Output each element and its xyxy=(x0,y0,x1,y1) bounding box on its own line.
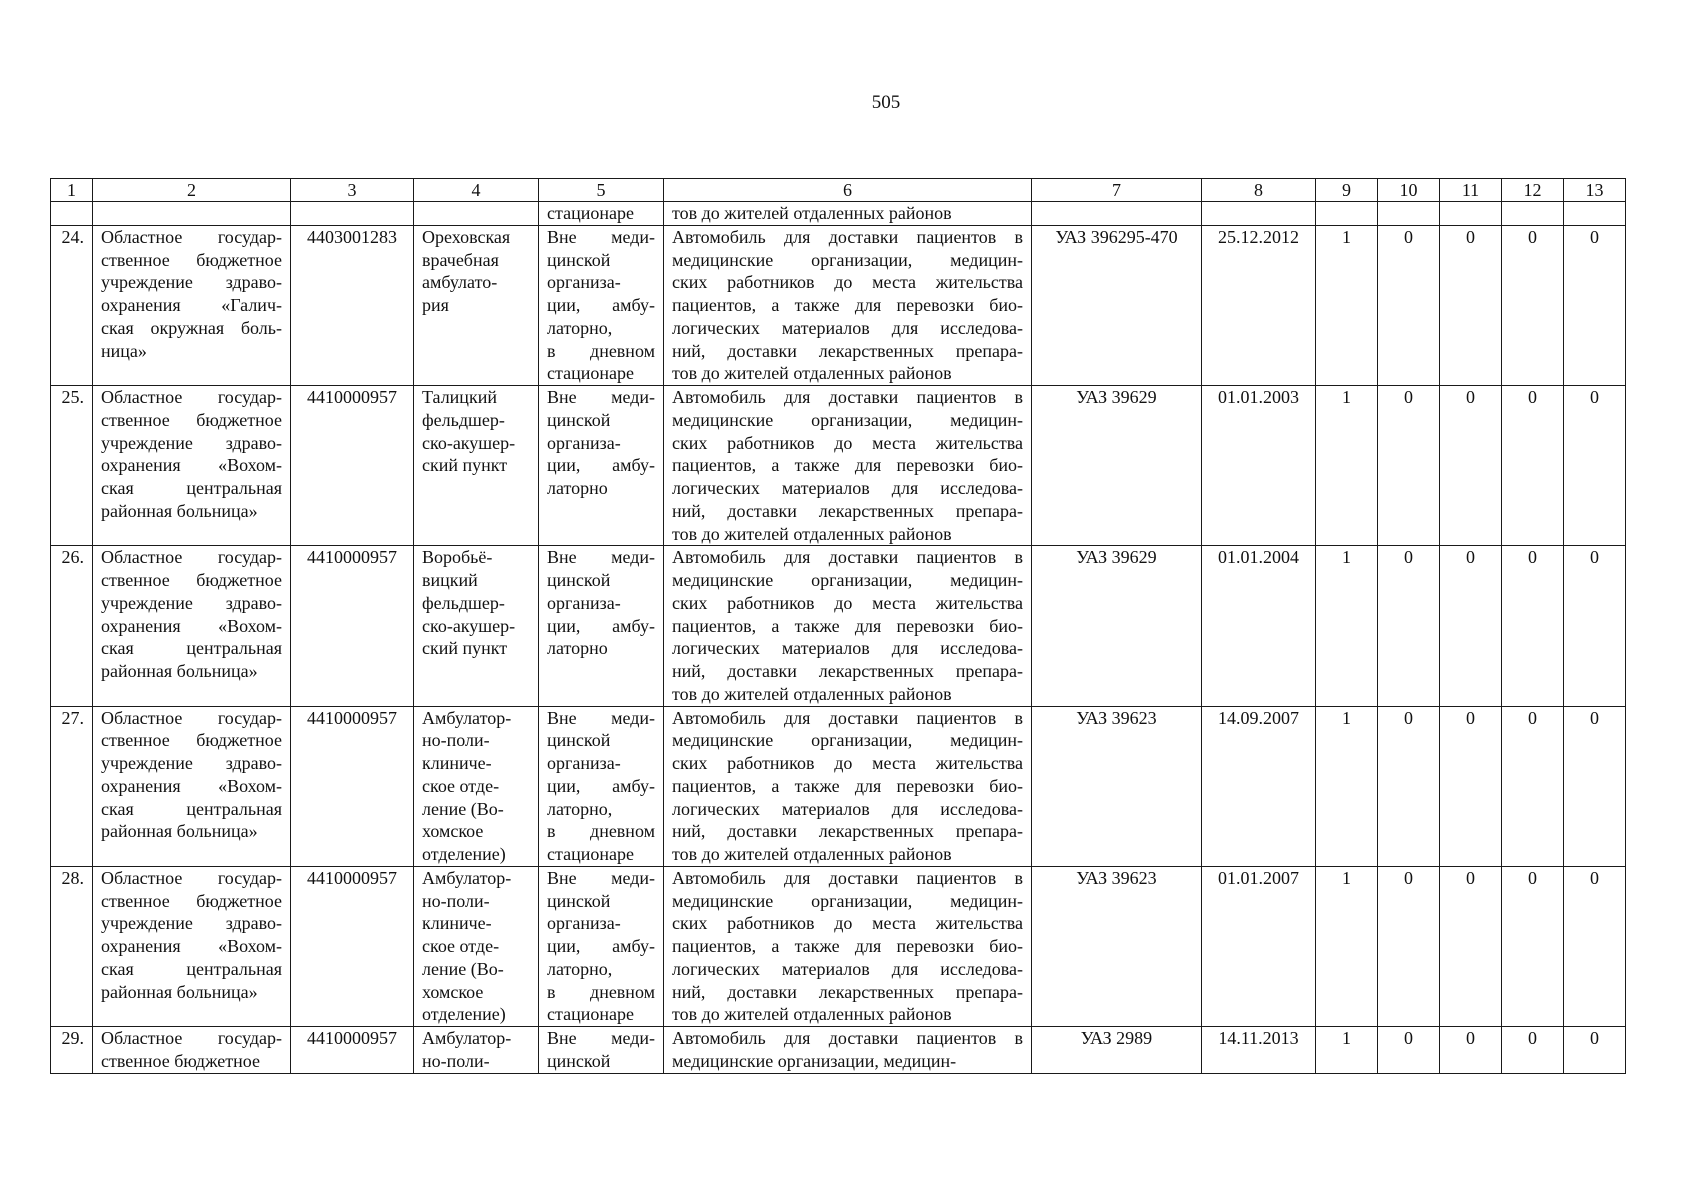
cell-line: пациентов, а также для перевозки био- xyxy=(672,615,1023,636)
vehicle-purpose xyxy=(664,546,1032,706)
cell-line: Автомобиль для доставки пациентов в xyxy=(672,1028,1023,1048)
table-row xyxy=(51,706,1626,866)
vehicle-model: УАЗ 39629 xyxy=(1032,386,1202,546)
header-cell: 8 xyxy=(1202,179,1316,202)
count-c9: 1 xyxy=(1316,386,1378,546)
cell-line: ний, доставки лекарственных препара- xyxy=(672,981,1023,1002)
vehicle-table xyxy=(50,178,1626,1074)
cell-line: рия xyxy=(422,295,449,315)
table-row xyxy=(51,866,1626,1026)
cell-line: ственное бюджетное xyxy=(101,730,282,751)
unit-name xyxy=(414,866,539,1026)
cell-line: отделение) xyxy=(422,844,506,864)
row-number: 28. xyxy=(51,866,93,1026)
cell-line: ление (Во- xyxy=(422,798,504,819)
header-cell: 5 xyxy=(539,179,664,202)
cell-line: тов до жителей отдаленных районов xyxy=(672,1004,952,1025)
count-c10: 0 xyxy=(1378,866,1440,1026)
cell-line: логических материалов для исследова- xyxy=(672,638,1023,659)
cell-line: медицинские организации, медицин- xyxy=(672,890,1023,911)
cell-line: Областное государ- xyxy=(101,1028,282,1048)
vehicle-model: УАЗ 396295-470 xyxy=(1032,225,1202,385)
cell-line: цинской xyxy=(547,890,611,911)
care-conditions xyxy=(539,706,664,866)
cell-line: хомское xyxy=(422,821,484,842)
cell-line: ская окружная боль- xyxy=(101,317,282,338)
cell-line: Автомобиль для доставки пациентов в xyxy=(672,226,1023,247)
cell-line: охранения «Вохом- xyxy=(101,936,282,956)
cell-line: хомское xyxy=(422,981,484,1002)
row-number: 26. xyxy=(51,546,93,706)
table-row xyxy=(51,1027,1626,1074)
cell-line: но-поли- xyxy=(422,1050,490,1071)
header-cell: 13 xyxy=(1564,179,1626,202)
inn-code: 4410000957 xyxy=(291,866,414,1026)
cell-line: учреждение здраво- xyxy=(101,592,282,613)
cell-line: охранения «Галич- xyxy=(101,295,282,315)
count-c9: 1 xyxy=(1316,866,1378,1026)
cell-line: Амбулатор- xyxy=(422,1028,512,1048)
vehicle-model: УАЗ 39623 xyxy=(1032,866,1202,1026)
cell-line: ственное бюджетное xyxy=(101,409,282,430)
cell-line: Областное государ- xyxy=(101,707,282,728)
unit-name xyxy=(414,225,539,385)
cell-line: тов до жителей отдаленных районов xyxy=(672,683,952,704)
cell-line: ских работников до места жительства xyxy=(672,753,1023,773)
cell-line: районная больница» xyxy=(101,981,258,1002)
care-conditions xyxy=(539,546,664,706)
cell-line: организа- xyxy=(547,753,621,773)
registration-date: 01.01.2003 xyxy=(1202,386,1316,546)
cell-line: ская центральная xyxy=(101,478,282,498)
registration-date: 14.09.2007 xyxy=(1202,706,1316,866)
cell-line: пациентов, а также для перевозки био- xyxy=(672,455,1023,476)
care-conditions xyxy=(539,1027,664,1074)
cell-line: организа- xyxy=(547,592,621,613)
cell-line: ственное бюджетное xyxy=(101,890,282,911)
cell-line: в дневном xyxy=(547,821,655,842)
cell-line: ских работников до места жительства xyxy=(672,272,1023,293)
count-c10: 0 xyxy=(1378,1027,1440,1074)
cell-line: ции, амбу- xyxy=(547,775,655,796)
row-number: 25. xyxy=(51,386,93,546)
cell-line: латорно xyxy=(547,638,608,659)
count-c12: 0 xyxy=(1502,386,1564,546)
cell-line: клиниче- xyxy=(422,753,492,773)
cell-line: Вне меди- xyxy=(547,547,655,568)
organization-name xyxy=(93,225,291,385)
cell-line: латорно xyxy=(547,478,608,498)
cell-line: ственное бюджетное xyxy=(101,249,282,270)
cell-line: организа- xyxy=(547,432,621,453)
cell-line: медицинские организации, медицин- xyxy=(672,570,1023,590)
inn-code: 4410000957 xyxy=(291,546,414,706)
header-cell: 9 xyxy=(1316,179,1378,202)
cell-line: Вне меди- xyxy=(547,707,655,728)
header-cell: 2 xyxy=(93,179,291,202)
cell-line: учреждение здраво- xyxy=(101,913,282,934)
cell-line: цинской xyxy=(547,570,611,590)
cell-line: районная больница» xyxy=(101,821,258,842)
count-c11: 0 xyxy=(1440,546,1502,706)
cell-line: Вне меди- xyxy=(547,387,655,407)
cell-line: Амбулатор- xyxy=(422,707,512,728)
count-c12: 0 xyxy=(1502,546,1564,706)
cell-line: Воробьё- xyxy=(422,547,493,568)
cell-line: Областное государ- xyxy=(101,226,282,247)
cell-line: латорно, xyxy=(547,958,613,979)
count-c12: 0 xyxy=(1502,706,1564,866)
cell-line: стационаре xyxy=(547,844,634,864)
header-row xyxy=(51,179,1626,202)
cell-line: тов до жителей отдаленных районов xyxy=(672,363,952,384)
cell-line: но-поли- xyxy=(422,890,490,911)
header-cell: 3 xyxy=(291,179,414,202)
cell-line: ских работников до места жительства xyxy=(672,432,1023,453)
registration-date: 14.11.2013 xyxy=(1202,1027,1316,1074)
count-c12: 0 xyxy=(1502,1027,1564,1074)
cell-line: цинской xyxy=(547,409,611,430)
cell-line: вицкий xyxy=(422,570,478,590)
unit-name xyxy=(414,706,539,866)
cell-line: ское отде- xyxy=(422,775,500,796)
cell-line: стационаре xyxy=(547,1004,634,1025)
cell-line: пациентов, а также для перевозки био- xyxy=(672,775,1023,796)
cell-line: ских работников до места жительства xyxy=(672,913,1023,934)
vehicle-model: УАЗ 2989 xyxy=(1032,1027,1202,1074)
cell-line: охранения «Вохом- xyxy=(101,615,282,636)
cell-line: медицинские организации, медицин- xyxy=(672,249,1023,270)
vehicle-model: УАЗ 39623 xyxy=(1032,706,1202,866)
cell-line: организа- xyxy=(547,913,621,934)
count-c9: 1 xyxy=(1316,706,1378,866)
row-number: 27. xyxy=(51,706,93,866)
cell-line: ний, доставки лекарственных препара- xyxy=(672,340,1023,361)
cell-line: Областное государ- xyxy=(101,867,282,888)
cell-line: цинской xyxy=(547,1050,611,1071)
cell-line: ских работников до места жительства xyxy=(672,592,1023,613)
cell-line: ско-акушер- xyxy=(422,432,516,453)
cell-line: Амбулатор- xyxy=(422,867,512,888)
cell-line: фельдшер- xyxy=(422,409,505,430)
count-c9: 1 xyxy=(1316,1027,1378,1074)
cell-line: тов до жителей отдаленных районов xyxy=(672,523,952,544)
count-c13: 0 xyxy=(1564,225,1626,385)
cell-line: учреждение здраво- xyxy=(101,753,282,773)
registration-date: 25.12.2012 xyxy=(1202,225,1316,385)
cell-line: но-поли- xyxy=(422,730,490,751)
care-conditions xyxy=(539,386,664,546)
cell-line: амбулато- xyxy=(422,272,498,293)
cell-line: Талицкий xyxy=(422,387,497,407)
cell-line: пациентов, а также для перевозки био- xyxy=(672,936,1023,956)
header-cell: 12 xyxy=(1502,179,1564,202)
cell-line: учреждение здраво- xyxy=(101,272,282,293)
cell-line: ская центральная xyxy=(101,798,282,819)
vehicle-purpose xyxy=(664,386,1032,546)
cell-line: цинской xyxy=(547,730,611,751)
table-row xyxy=(51,225,1626,385)
cell-line: ский пункт xyxy=(422,638,508,659)
cell-line: ница» xyxy=(101,340,147,361)
unit-name xyxy=(414,1027,539,1074)
cell-line: районная больница» xyxy=(101,500,258,521)
count-c11: 0 xyxy=(1440,1027,1502,1074)
organization-name xyxy=(93,706,291,866)
header-cell: 4 xyxy=(414,179,539,202)
count-c13: 0 xyxy=(1564,866,1626,1026)
cell-line: логических материалов для исследова- xyxy=(672,798,1023,819)
cell-line: в дневном xyxy=(547,340,655,361)
cell-line: фельдшер- xyxy=(422,592,505,613)
vehicle-purpose xyxy=(664,225,1032,385)
registration-date: 01.01.2004 xyxy=(1202,546,1316,706)
cell-line: Областное государ- xyxy=(101,547,282,568)
cell-line: ции, амбу- xyxy=(547,455,655,476)
count-c11: 0 xyxy=(1440,225,1502,385)
table-row xyxy=(51,386,1626,546)
cell-line: ское отде- xyxy=(422,936,500,956)
cell-line: ции, амбу- xyxy=(547,615,655,636)
cell-line: медицинские организации, медицин- xyxy=(672,409,1023,430)
cell-line: медицинские организации, медицин- xyxy=(672,730,1023,751)
cell-line: учреждение здраво- xyxy=(101,432,282,453)
organization-name xyxy=(93,386,291,546)
cell-line: организа- xyxy=(547,272,621,293)
unit-name xyxy=(414,546,539,706)
cell-line: ции, амбу- xyxy=(547,936,655,956)
header-cell: 10 xyxy=(1378,179,1440,202)
cell-line: логических материалов для исследова- xyxy=(672,478,1023,498)
count-c12: 0 xyxy=(1502,866,1564,1026)
count-c11: 0 xyxy=(1440,866,1502,1026)
cell-line: ний, доставки лекарственных препара- xyxy=(672,500,1023,521)
cell-line: латорно, xyxy=(547,317,613,338)
registration-date: 01.01.2007 xyxy=(1202,866,1316,1026)
organization-name xyxy=(93,866,291,1026)
cell-line: Автомобиль для доставки пациентов в xyxy=(672,867,1023,888)
count-c13: 0 xyxy=(1564,706,1626,866)
count-c10: 0 xyxy=(1378,706,1440,866)
continuation-purpose: тов до жителей отдаленных районов xyxy=(664,202,1032,226)
cell-line: районная больница» xyxy=(101,661,258,681)
cell-line: латорно, xyxy=(547,798,613,819)
organization-name xyxy=(93,1027,291,1074)
cell-line: ний, доставки лекарственных препара- xyxy=(672,821,1023,842)
count-c13: 0 xyxy=(1564,546,1626,706)
cell-line: ление (Во- xyxy=(422,958,504,979)
cell-line: логических материалов для исследова- xyxy=(672,958,1023,979)
count-c9: 1 xyxy=(1316,546,1378,706)
count-c10: 0 xyxy=(1378,546,1440,706)
inn-code: 4403001283 xyxy=(291,225,414,385)
care-conditions xyxy=(539,225,664,385)
cell-line: цинской xyxy=(547,249,611,270)
cell-line: врачебная xyxy=(422,249,499,270)
cell-line: ский пункт xyxy=(422,455,508,476)
cell-line: медицинские организации, медицин- xyxy=(672,1050,957,1071)
cell-line: Автомобиль для доставки пациентов в xyxy=(672,707,1023,728)
vehicle-purpose xyxy=(664,1027,1032,1074)
cell-line: ции, амбу- xyxy=(547,295,655,315)
cell-line: ственное бюджетное xyxy=(101,1050,260,1071)
cell-line: ская центральная xyxy=(101,958,282,979)
count-c10: 0 xyxy=(1378,225,1440,385)
header-cell: 6 xyxy=(664,179,1032,202)
cell-line: Автомобиль для доставки пациентов в xyxy=(672,387,1023,407)
header-cell: 11 xyxy=(1440,179,1502,202)
care-conditions xyxy=(539,866,664,1026)
continuation-row xyxy=(51,202,1626,226)
vehicle-model: УАЗ 39629 xyxy=(1032,546,1202,706)
count-c11: 0 xyxy=(1440,386,1502,546)
count-c11: 0 xyxy=(1440,706,1502,866)
cell-line: клиниче- xyxy=(422,913,492,934)
page-number: 505 xyxy=(871,92,901,113)
vehicle-purpose xyxy=(664,706,1032,866)
cell-line: в дневном xyxy=(547,981,655,1002)
cell-line: тов до жителей отдаленных районов xyxy=(672,844,952,864)
cell-line: Вне меди- xyxy=(547,226,655,247)
unit-name xyxy=(414,386,539,546)
cell-line: охранения «Вохом- xyxy=(101,455,282,476)
continuation-conditions: стационаре xyxy=(539,202,664,226)
inn-code: 4410000957 xyxy=(291,706,414,866)
table-row xyxy=(51,546,1626,706)
organization-name xyxy=(93,546,291,706)
row-number: 24. xyxy=(51,225,93,385)
cell-line: ний, доставки лекарственных препара- xyxy=(672,661,1023,681)
cell-line: Областное государ- xyxy=(101,387,282,407)
vehicle-purpose xyxy=(664,866,1032,1026)
cell-line: ско-акушер- xyxy=(422,615,516,636)
cell-line: ственное бюджетное xyxy=(101,570,282,590)
cell-line: Ореховская xyxy=(422,226,511,247)
cell-line: пациентов, а также для перевозки био- xyxy=(672,295,1023,315)
header-cell: 7 xyxy=(1032,179,1202,202)
count-c13: 0 xyxy=(1564,386,1626,546)
cell-line: охранения «Вохом- xyxy=(101,775,282,796)
count-c12: 0 xyxy=(1502,225,1564,385)
header-cell: 1 xyxy=(51,179,93,202)
row-number: 29. xyxy=(51,1027,93,1074)
cell-line: отделение) xyxy=(422,1004,506,1025)
count-c10: 0 xyxy=(1378,386,1440,546)
count-c9: 1 xyxy=(1316,225,1378,385)
cell-line: ская центральная xyxy=(101,638,282,659)
cell-line: логических материалов для исследова- xyxy=(672,317,1023,338)
cell-line: Вне меди- xyxy=(547,1028,655,1048)
cell-line: Автомобиль для доставки пациентов в xyxy=(672,547,1023,568)
cell-line: Вне меди- xyxy=(547,867,655,888)
inn-code: 4410000957 xyxy=(291,1027,414,1074)
count-c13: 0 xyxy=(1564,1027,1626,1074)
inn-code: 4410000957 xyxy=(291,386,414,546)
cell-line: стационаре xyxy=(547,363,634,384)
